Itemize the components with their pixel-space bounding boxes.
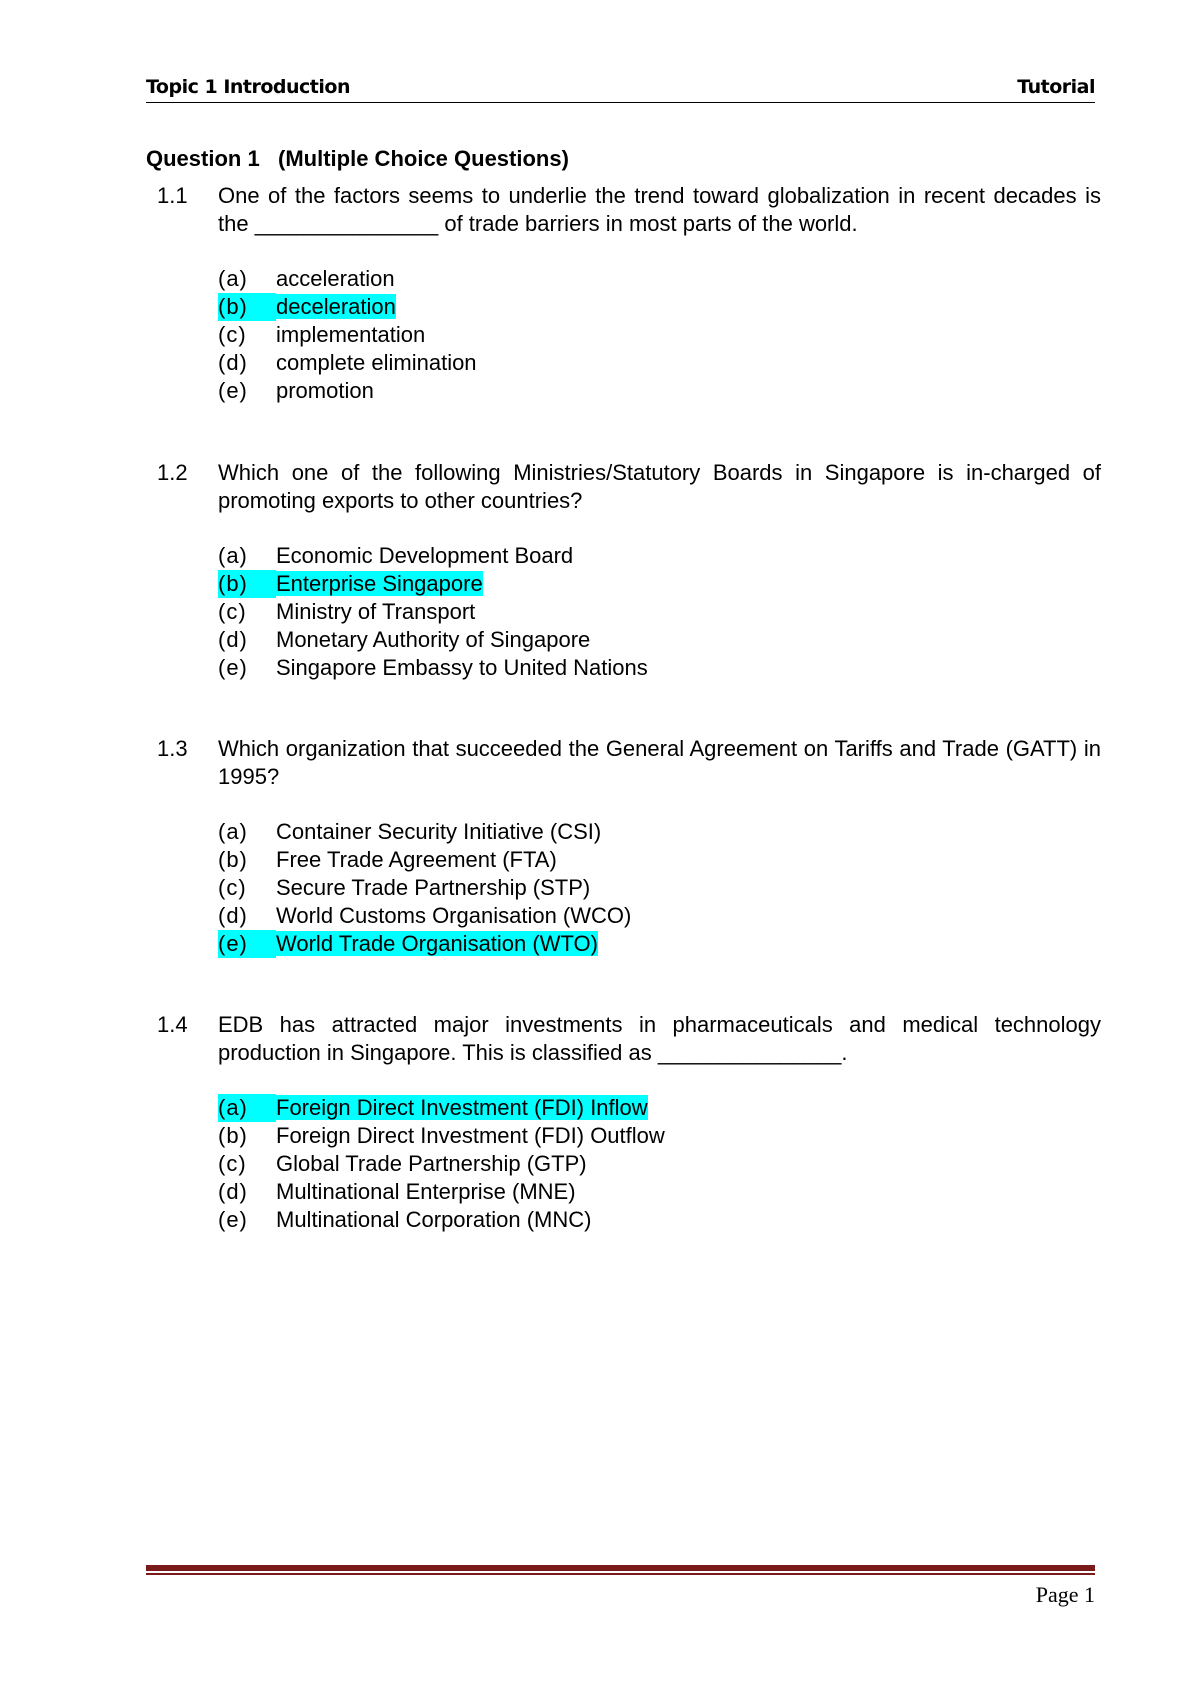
option-text: implementation <box>276 322 426 347</box>
option-item <box>218 321 1101 349</box>
option-letter: (d) <box>218 627 248 652</box>
option-text: Container Security Initiative (CSI) <box>276 819 602 844</box>
option-text: Foreign Direct Investment (FDI) Inflow <box>276 1095 648 1120</box>
option-text: Singapore Embassy to United Nations <box>276 655 648 680</box>
option-item-answer <box>218 1094 1101 1122</box>
footer-rule-thick <box>146 1565 1095 1571</box>
option-letter: (e) <box>218 378 248 403</box>
option-text: Multinational Corporation (MNC) <box>276 1207 592 1232</box>
option-text: Monetary Authority of Singapore <box>276 627 591 652</box>
option-text: Economic Development Board <box>276 543 574 568</box>
option-item-answer <box>218 930 1101 958</box>
option-list <box>218 542 1101 682</box>
option-letter: (d) <box>218 903 248 928</box>
option-letter: (e) <box>218 655 248 680</box>
option-text: promotion <box>276 378 374 403</box>
option-list <box>218 1094 1101 1234</box>
option-text: acceleration <box>276 266 395 291</box>
option-text: World Trade Organisation (WTO) <box>276 931 598 956</box>
question-text: Which one of the following Ministries/Statutory Boards in Singapore is in-charged of promoting exports to other countries? <box>218 460 1101 513</box>
question-title: Question 1 (Multiple Choice Questions) <box>146 146 569 171</box>
option-text: Global Trade Partnership (GTP) <box>276 1151 587 1176</box>
question-number: 1.1 <box>157 183 188 208</box>
option-item <box>218 1122 1101 1150</box>
option-list <box>218 818 1101 958</box>
question-text: Which organization that succeeded the General Agreement on Tariffs and Trade (GATT) in 1995? <box>218 736 1101 789</box>
option-item-answer <box>218 570 1101 598</box>
option-text: Secure Trade Partnership (STP) <box>276 875 591 900</box>
option-letter: (b) <box>218 293 276 321</box>
option-letter: (a) <box>218 543 248 568</box>
question-text: One of the factors seems to underlie the trend toward globalization in recent decades is the _______________ of trade barriers in most parts of the world. <box>218 183 1101 236</box>
option-item <box>218 598 1101 626</box>
option-letter: (a) <box>218 1094 276 1122</box>
option-item <box>218 542 1101 570</box>
option-list <box>218 265 1101 405</box>
option-letter: (b) <box>218 847 248 872</box>
question-block <box>146 182 1101 405</box>
question-block <box>146 735 1101 958</box>
option-letter: (c) <box>218 322 247 347</box>
option-item <box>218 377 1101 405</box>
option-item <box>218 654 1101 682</box>
option-text: Enterprise Singapore <box>276 571 483 596</box>
option-item <box>218 349 1101 377</box>
option-text: deceleration <box>276 294 396 319</box>
question-block <box>146 1011 1101 1234</box>
option-item <box>218 265 1101 293</box>
question-text: EDB has attracted major investments in pharmaceuticals and medical technology production in Singapore. This is classified as _______________. <box>218 1012 1101 1065</box>
header-topic: Topic 1 Introduction <box>146 76 350 98</box>
option-letter: (b) <box>218 1123 248 1148</box>
option-letter: (d) <box>218 350 248 375</box>
page-header <box>146 74 1095 103</box>
option-item <box>218 1206 1101 1234</box>
option-item <box>218 626 1101 654</box>
header-section: Tutorial <box>1017 76 1095 98</box>
question-number: 1.3 <box>157 736 188 761</box>
option-text: complete elimination <box>276 350 477 375</box>
option-text: Multinational Enterprise (MNE) <box>276 1179 576 1204</box>
option-item <box>218 1178 1101 1206</box>
option-letter: (c) <box>218 1151 247 1176</box>
option-text: Free Trade Agreement (FTA) <box>276 847 557 872</box>
option-letter: (c) <box>218 875 247 900</box>
question-block <box>146 459 1101 682</box>
option-letter: (c) <box>218 599 247 624</box>
option-text: Ministry of Transport <box>276 599 476 624</box>
option-letter: (e) <box>218 930 276 958</box>
option-item-answer <box>218 293 1101 321</box>
option-text: World Customs Organisation (WCO) <box>276 903 632 928</box>
page-number: Page 1 <box>1035 1582 1095 1607</box>
option-item <box>218 846 1101 874</box>
question-number: 1.2 <box>157 460 188 485</box>
option-letter: (d) <box>218 1179 248 1204</box>
question-number: 1.4 <box>157 1012 188 1037</box>
option-item <box>218 902 1101 930</box>
option-letter: (e) <box>218 1207 248 1232</box>
option-letter: (a) <box>218 266 248 291</box>
option-letter: (a) <box>218 819 248 844</box>
option-letter: (b) <box>218 570 276 598</box>
option-item <box>218 874 1101 902</box>
option-item <box>218 1150 1101 1178</box>
option-item <box>218 818 1101 846</box>
option-text: Foreign Direct Investment (FDI) Outflow <box>276 1123 665 1148</box>
footer-rule-thin <box>146 1573 1095 1575</box>
